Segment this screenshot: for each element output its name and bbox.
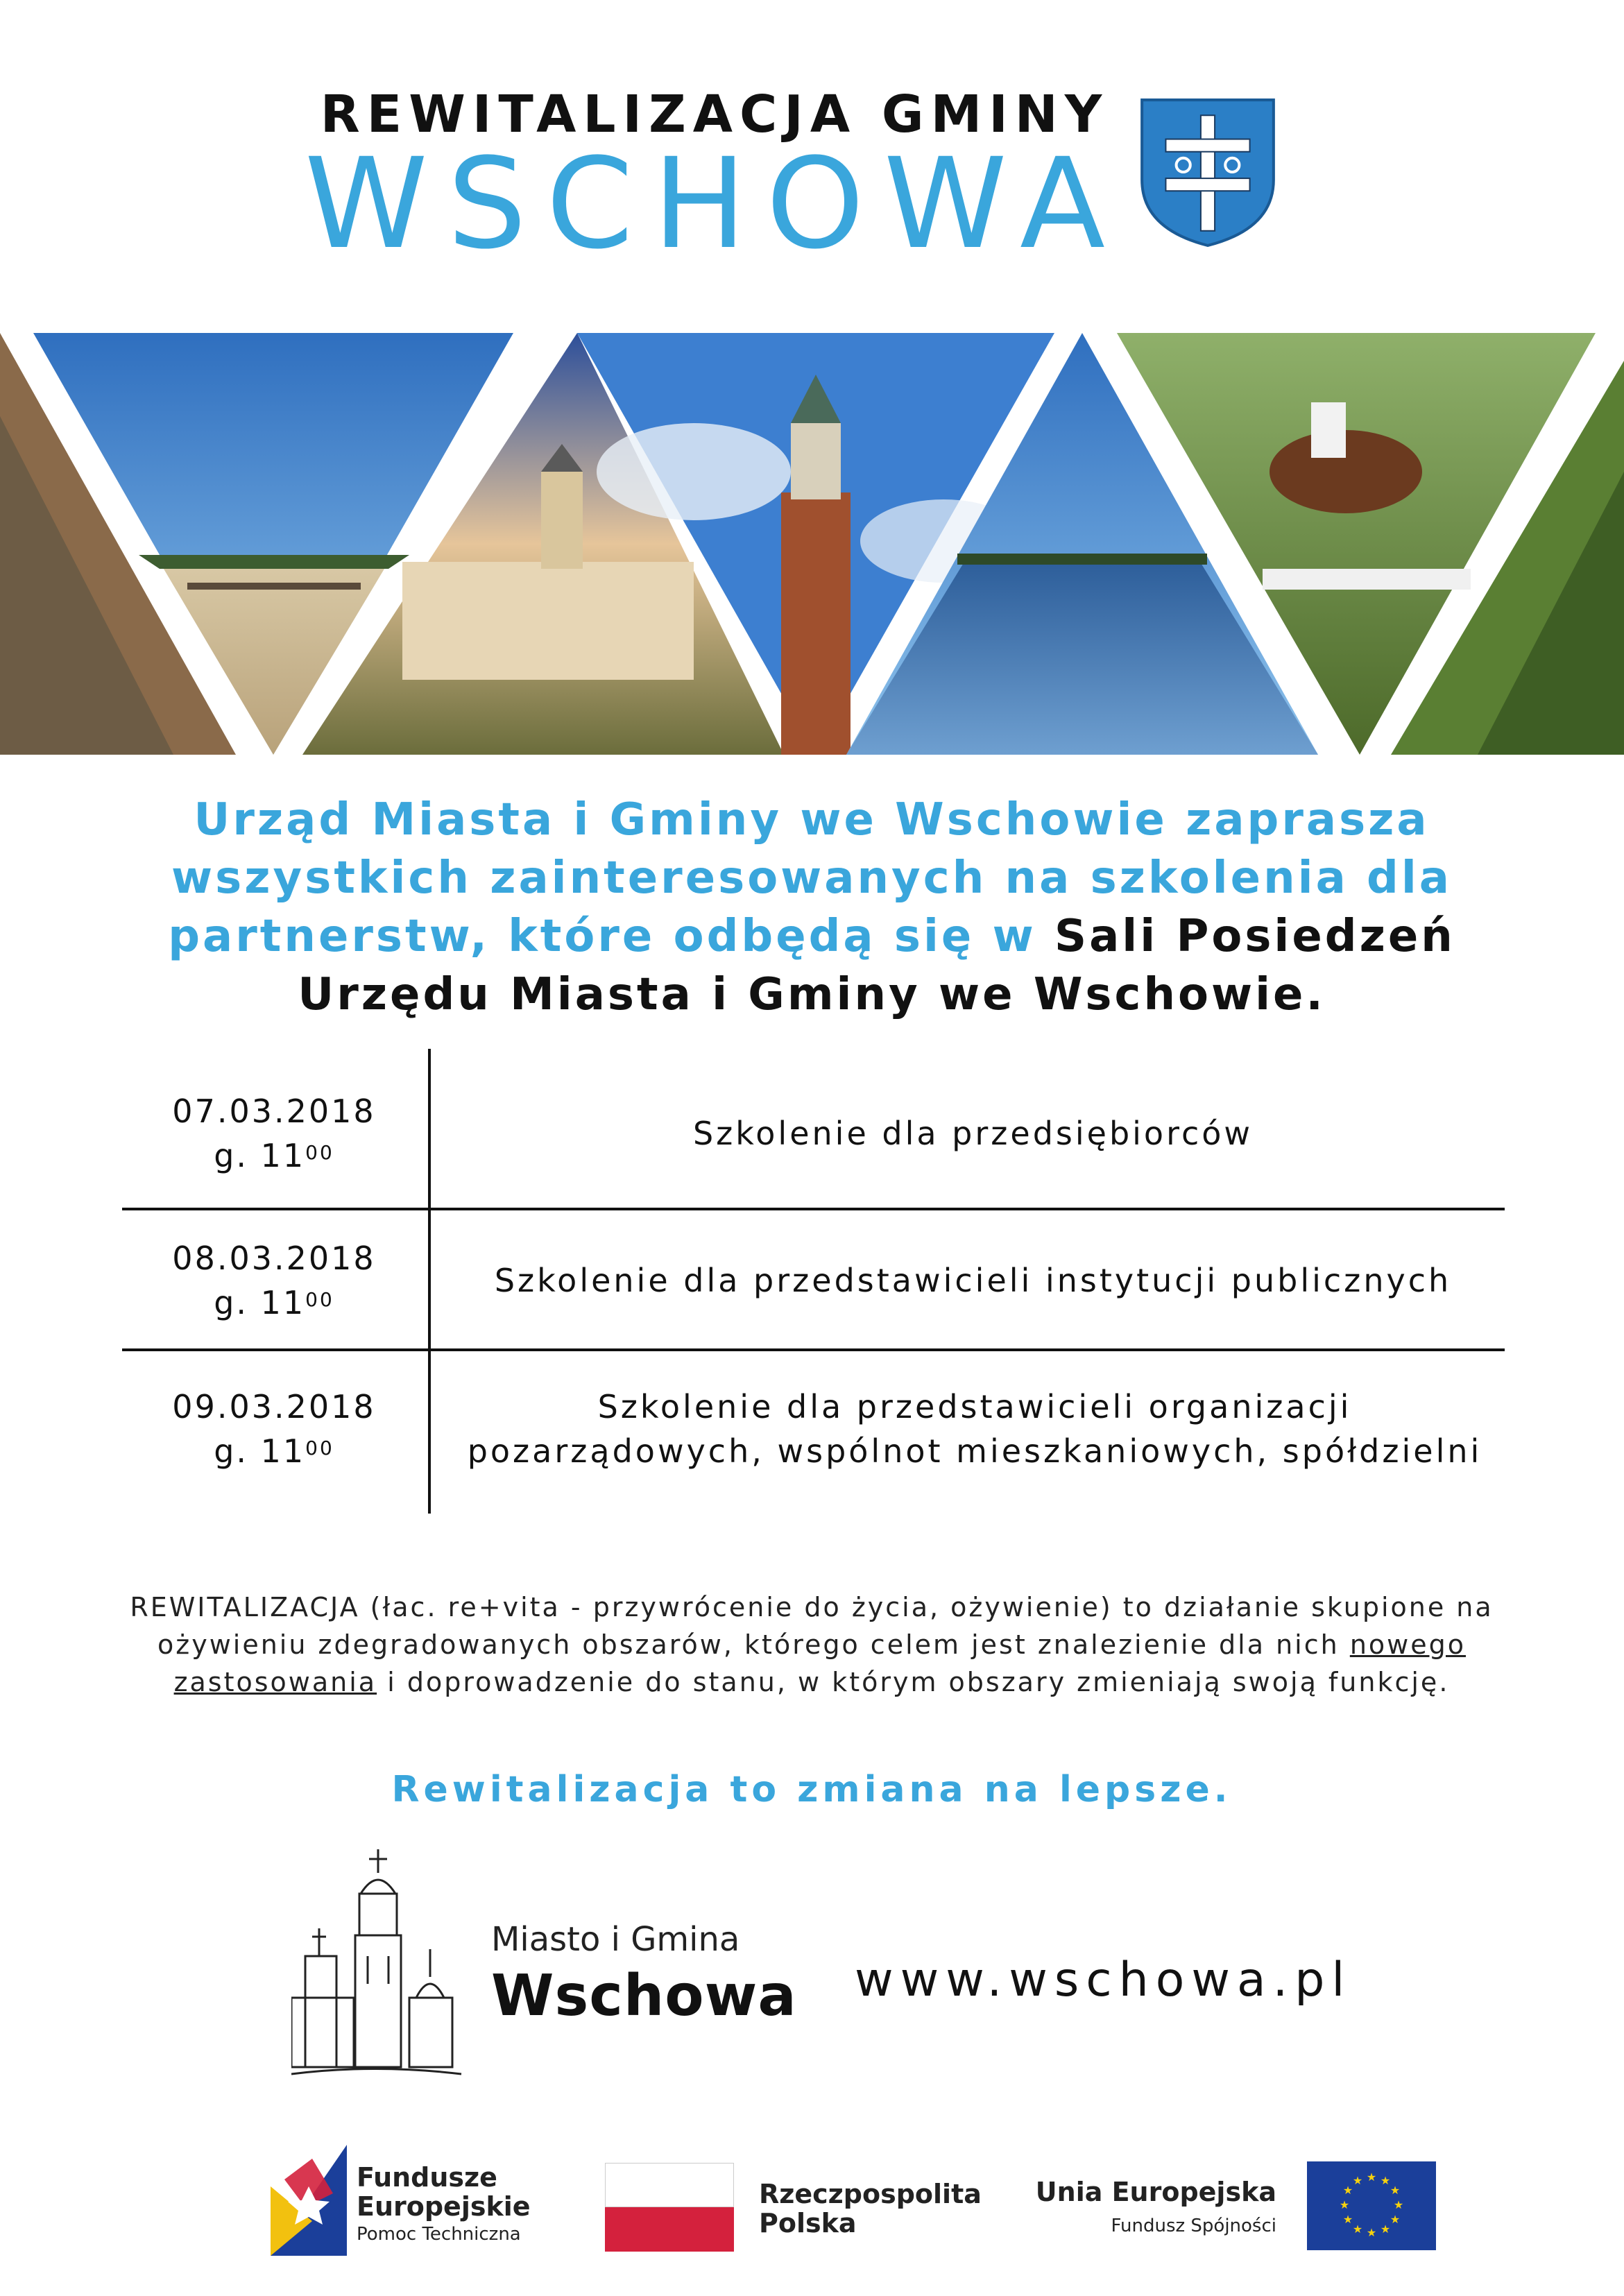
svg-text:★: ★ — [1352, 2222, 1363, 2236]
schedule-description: Szkolenie dla przedstawicieli instytucji publicznych — [494, 1262, 1452, 1299]
schedule-date — [125, 1385, 423, 1473]
definition-text: REWITALIZACJA (łac. re+vita - przywrócenie do życia, ożywienie) to działanie skupione na ożywieniu zdegradowanych obszarów, którego celem jest znalezienie dla nich — [130, 1592, 1494, 1660]
svg-text:★: ★ — [1342, 2213, 1353, 2226]
definition-text: i doprowadzenie do stanu, w którym obszary zmieniają swoją funkcję. — [377, 1667, 1450, 1697]
svg-text:★: ★ — [1390, 2184, 1401, 2197]
fe-name: Fundusze Europejskie — [357, 2162, 531, 2222]
town-name: Wschowa — [491, 1963, 797, 2029]
time-minutes: 00 — [305, 1288, 334, 1311]
svg-text:★: ★ — [1393, 2198, 1404, 2211]
svg-text:★: ★ — [1339, 2198, 1350, 2211]
eu-subtitle: Fundusz Spójności — [1111, 2216, 1276, 2236]
slogan: Rewitalizacja to zmiana na lepsze. — [391, 1769, 1232, 1810]
schedule-description: Szkolenie dla przedsiębiorców — [692, 1115, 1254, 1152]
date-text: 08.03.2018 — [172, 1240, 376, 1277]
polish-flag-icon — [605, 2163, 734, 2252]
schedule-date — [125, 1089, 423, 1178]
time-text — [125, 1133, 423, 1178]
date-text: 07.03.2018 — [172, 1093, 376, 1130]
svg-text:★: ★ — [1366, 2226, 1377, 2239]
schedule-divider — [122, 1208, 1505, 1210]
revitalization-definition — [104, 1588, 1519, 1701]
svg-text:★: ★ — [1380, 2222, 1391, 2236]
time-hour: g. 11 — [214, 1137, 306, 1174]
pl-name: Rzeczpospolita Polska — [759, 2179, 982, 2238]
poster-title: WSCHOWA — [304, 132, 1125, 277]
fundusze-europejskie-icon — [271, 2145, 347, 2256]
time-minutes: 00 — [305, 1141, 334, 1164]
svg-text:★: ★ — [1352, 2174, 1363, 2187]
svg-text:★: ★ — [1380, 2174, 1391, 2187]
svg-text:★: ★ — [1342, 2184, 1353, 2197]
time-minutes: 00 — [305, 1437, 334, 1459]
fe-subtitle: Pomoc Techniczna — [357, 2224, 521, 2245]
schedule-divider-vertical — [428, 1049, 431, 1514]
date-text: 09.03.2018 — [172, 1388, 376, 1425]
definition-underlined: nowego zastosowania — [173, 1629, 1466, 1697]
photo-collage — [0, 333, 1624, 755]
schedule-description: Szkolenie dla przedstawicieli organizacji pozarządowych, wspólnot mieszkaniowych, spółdzielni — [467, 1388, 1482, 1470]
website-link[interactable]: www.wschowa.pl — [855, 1953, 1352, 2007]
town-name-small: Miasto i Gmina — [491, 1920, 740, 1959]
intro-location: Sali Posiedzeń Urzędu Miasta i Gminy we Wschowie. — [298, 911, 1455, 1020]
poster-subtitle: REWITALIZACJA GMINY — [320, 85, 1109, 144]
time-hour: g. 11 — [214, 1284, 306, 1321]
coat-of-arms-icon — [1138, 96, 1278, 250]
svg-text:★: ★ — [1390, 2213, 1401, 2226]
eu-name: Unia Europejska — [1035, 2177, 1276, 2207]
time-hour: g. 11 — [214, 1432, 306, 1470]
schedule-divider — [122, 1348, 1505, 1351]
intro-blue: Urząd Miasta i Gminy we Wschowie zaprasza wszystkich zainteresowanych na szkolenia dla partnerstw, które odbędą się w — [168, 794, 1452, 962]
time-text — [125, 1280, 423, 1325]
time-text — [125, 1429, 423, 1473]
schedule-date — [125, 1236, 423, 1325]
intro-text — [104, 791, 1519, 1024]
svg-text:★: ★ — [1366, 2170, 1377, 2184]
eu-flag-icon — [1307, 2161, 1436, 2250]
town-hall-sketch-icon — [291, 1845, 465, 2081]
